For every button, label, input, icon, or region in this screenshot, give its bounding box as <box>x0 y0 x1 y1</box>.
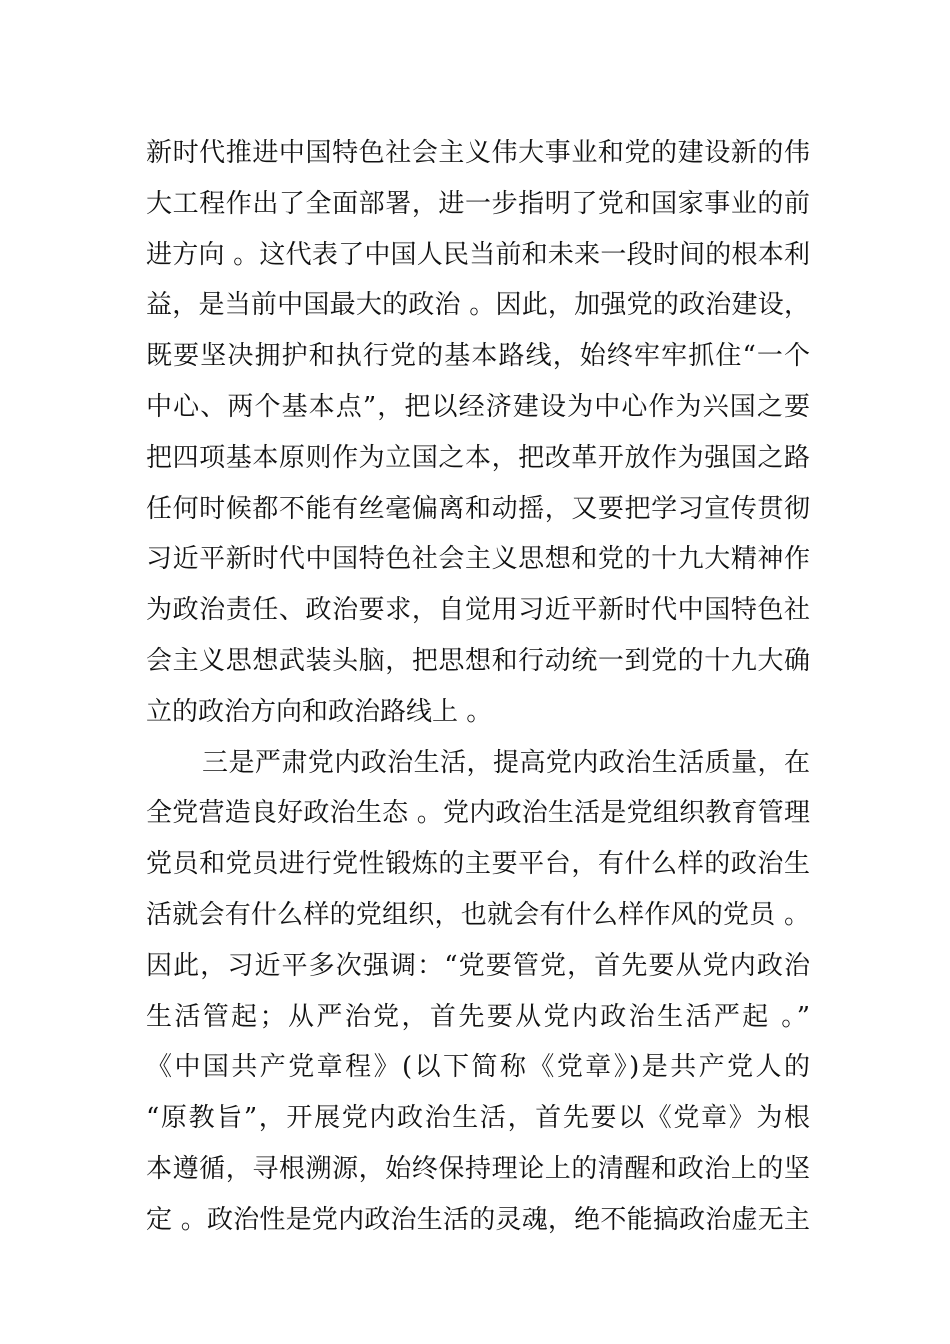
text-line: “原教旨”，开展党内政治生活，首先要以《党章》为根 <box>146 1103 810 1134</box>
text-line: 定 。政治性是党内政治生活的灵魂，绝不能搞政治虚无主 <box>146 1204 810 1235</box>
text-line: 既要坚决拥护和执行党的基本路线，始终牢牢抓住“一个 <box>146 341 810 372</box>
text-line: 中心、两个基本点”，把以经济建设为中心作为兴国之要 <box>146 391 810 422</box>
text-line: 任何时候都不能有丝毫偏离和动摇，又要把学习宣传贯彻 <box>146 493 810 524</box>
text-line: 益，是当前中国最大的政治 。因此，加强党的政治建设， <box>146 290 810 321</box>
body-text <box>146 128 810 1246</box>
text-line: 生活管起；从严治党，首先要从党内政治生活严起 。” <box>146 1001 810 1032</box>
text-line: 党员和党员进行党性锻炼的主要平台，有什么样的政治生 <box>146 849 810 880</box>
text-line: 因此，习近平多次强调：“党要管党，首先要从党内政治 <box>146 950 810 981</box>
paragraph-start-line: 三是严肃党内政治生活，提高党内政治生活质量，在 <box>202 747 810 778</box>
text-line: 会主义思想武装头脑，把思想和行动统一到党的十九大确 <box>146 645 810 676</box>
text-line: 习近平新时代中国特色社会主义思想和党的十九大精神作 <box>146 544 810 575</box>
text-line: 活就会有什么样的党组织，也就会有什么样作风的党员 。 <box>146 899 810 930</box>
text-line: 大工程作出了全面部署，进一步指明了党和国家事业的前 <box>146 188 810 219</box>
text-line: 进方向 。这代表了中国人民当前和未来一段时间的根本利 <box>146 239 810 270</box>
paragraph-end-line: 立的政治方向和政治路线上 。 <box>146 696 493 727</box>
text-line: 把四项基本原则作为立国之本，把改革开放作为强国之路 <box>146 442 810 473</box>
text-line: 全党营造良好政治生态 。党内政治生活是党组织教育管理 <box>146 798 810 829</box>
text-line: 本遵循，寻根溯源，始终保持理论上的清醒和政治上的坚 <box>146 1153 810 1184</box>
text-line: 为政治责任、政治要求，自觉用习近平新时代中国特色社 <box>146 595 810 626</box>
text-line: 《中国共产党章程》(以下简称《党章》)是共产党人的 <box>146 1052 810 1083</box>
text-line: 新时代推进中国特色社会主义伟大事业和党的建设新的伟 <box>146 138 810 168</box>
